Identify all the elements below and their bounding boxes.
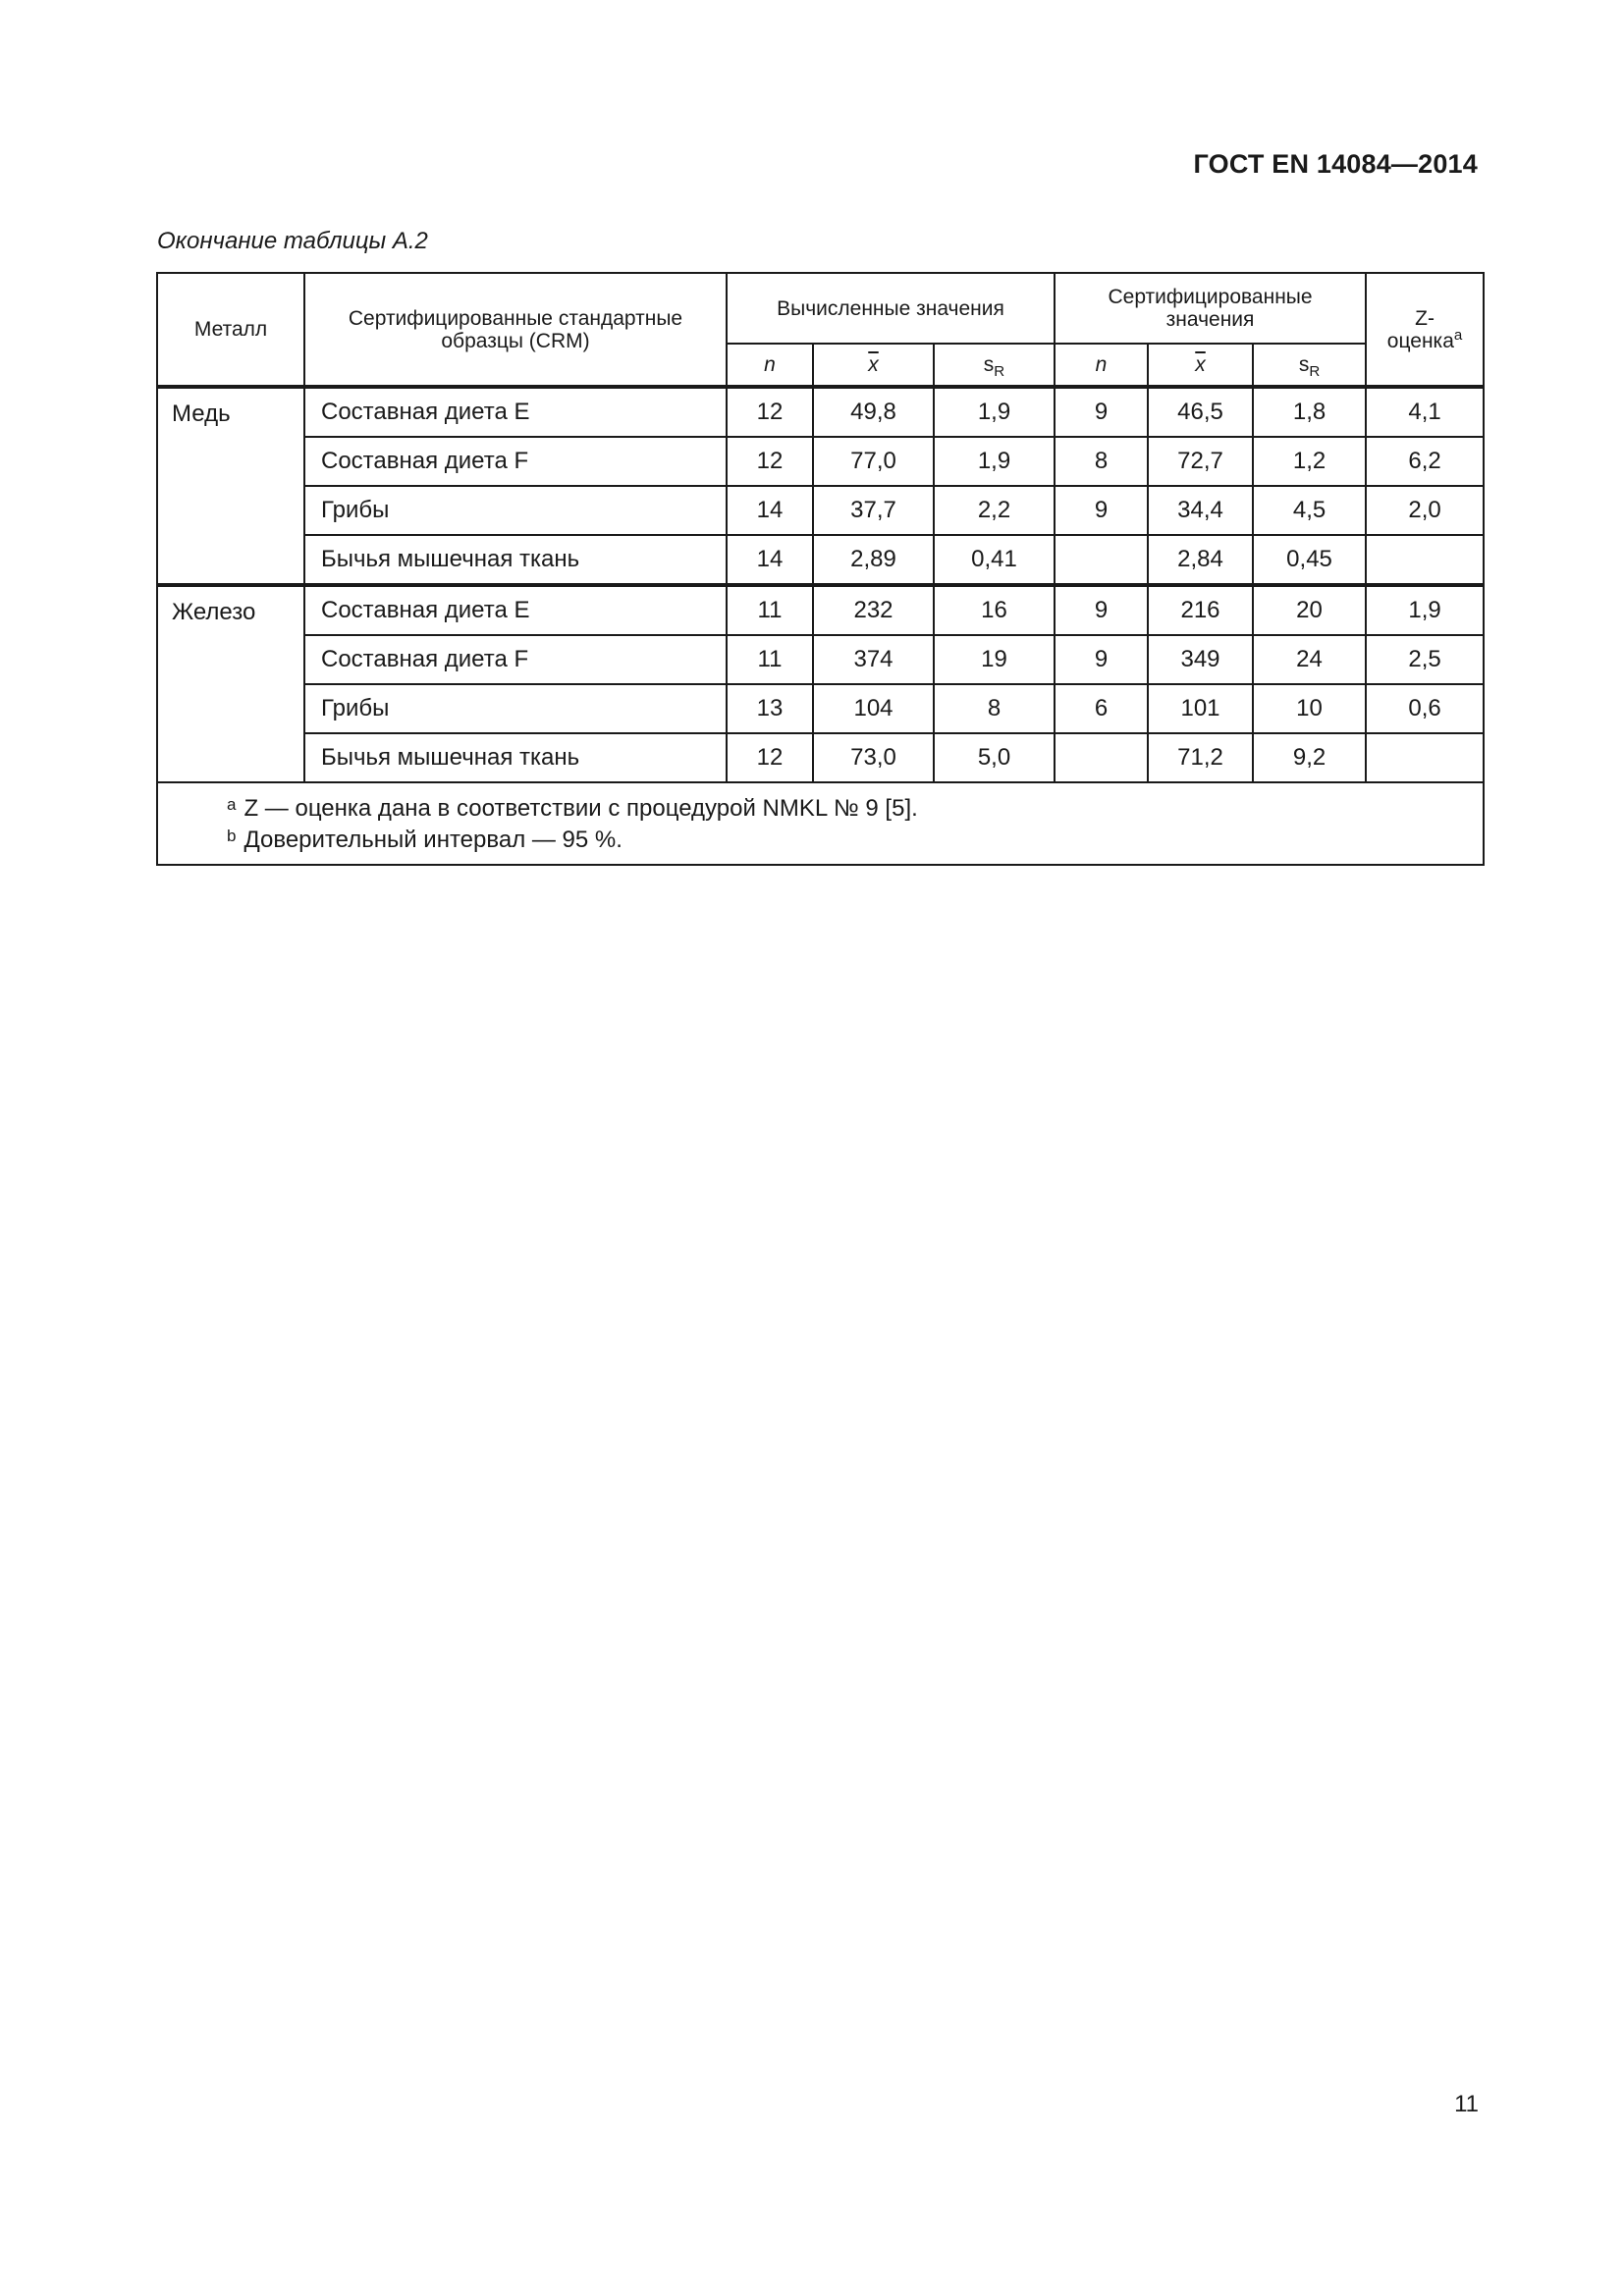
header-metal: Металл [157,273,304,387]
z-cell [1366,733,1484,782]
calc-s-cell: 19 [934,635,1055,684]
footnotes [157,782,1484,865]
footnote-text: Z — оценка дана в соответствии с процедурой NMKL № 9 [5]. [244,795,918,822]
cert-n-cell [1055,535,1148,585]
metal-cell: Медь [157,387,304,585]
calc-s-cell: 8 [934,684,1055,733]
calc-n-cell: 11 [727,635,813,684]
crm-cell: Грибы [304,486,727,535]
cert-n-cell: 9 [1055,486,1148,535]
header-crm: Сертифицированные стандартные образцы (CRM) [304,273,727,387]
footnote-mark: b [227,827,237,845]
crm-cell: Бычья мышечная ткань [304,733,727,782]
calc-x-cell: 77,0 [813,437,934,486]
s-symbol: s [1298,353,1310,376]
z-cell: 2,5 [1366,635,1484,684]
table-row [157,535,1484,585]
table-row [157,387,1484,437]
cert-s-cell: 9,2 [1253,733,1366,782]
calc-s-cell: 1,9 [934,437,1055,486]
cert-x-cell: 216 [1148,585,1253,635]
cert-n-cell: 6 [1055,684,1148,733]
footnotes-row [157,782,1484,865]
table-row [157,437,1484,486]
cert-x-cell: 349 [1148,635,1253,684]
calc-x-cell: 73,0 [813,733,934,782]
crm-cell: Составная диета E [304,585,727,635]
cert-s-cell: 0,45 [1253,535,1366,585]
x-bar-symbol: $\overline{x}$ [1195,353,1206,376]
header-z-score-label: Z-оценка [1386,306,1454,352]
calc-x-cell: 104 [813,684,934,733]
header-calc-x [813,344,934,387]
table-row [157,635,1484,684]
s-symbol: s [983,353,995,376]
s-subscript: R [994,363,1005,381]
cert-s-cell: 4,5 [1253,486,1366,535]
s-subscript: R [1309,363,1321,381]
cert-s-cell: 20 [1253,585,1366,635]
z-cell: 2,0 [1366,486,1484,535]
table-row [157,486,1484,535]
calc-x-cell: 374 [813,635,934,684]
calc-s-cell: 16 [934,585,1055,635]
header-calculated: Вычисленные значения [727,273,1055,344]
crm-cell: Составная диета F [304,635,727,684]
header-cert-n [1055,344,1148,387]
cert-n-cell: 9 [1055,635,1148,684]
header-calc-n [727,344,813,387]
cert-n-cell: 9 [1055,585,1148,635]
crm-cell: Составная диета E [304,387,727,437]
header-cert-s [1253,344,1366,387]
calc-n-cell: 14 [727,486,813,535]
footnote [227,793,1483,825]
footnote [227,825,1483,856]
x-bar-symbol: $\overline{x}$ [868,353,879,376]
cert-x-cell: 46,5 [1148,387,1253,437]
page-number: 11 [1454,2091,1479,2117]
z-cell: 0,6 [1366,684,1484,733]
cert-n-cell: 8 [1055,437,1148,486]
header-z-score-mark: a [1453,326,1463,344]
footnote-mark: a [227,795,237,814]
calc-n-cell: 12 [727,437,813,486]
z-cell [1366,535,1484,585]
table-caption: Окончание таблицы А.2 [157,228,428,254]
calc-n-cell: 12 [727,387,813,437]
table-row [157,585,1484,635]
header-cert-x [1148,344,1253,387]
table-row [157,733,1484,782]
cert-s-cell: 10 [1253,684,1366,733]
table-row [157,684,1484,733]
cert-x-cell: 72,7 [1148,437,1253,486]
calc-n-cell: 14 [727,535,813,585]
cert-x-cell: 34,4 [1148,486,1253,535]
crm-cell: Грибы [304,684,727,733]
cert-n-cell: 9 [1055,387,1148,437]
calc-s-cell: 0,41 [934,535,1055,585]
document-code: ГОСТ EN 14084—2014 [1193,149,1478,179]
calc-x-cell: 49,8 [813,387,934,437]
results-table [156,272,1485,866]
header-certified: Сертифицированные значения [1055,273,1366,344]
z-cell: 1,9 [1366,585,1484,635]
calc-n-cell: 11 [727,585,813,635]
calc-x-cell: 37,7 [813,486,934,535]
cert-x-cell: 101 [1148,684,1253,733]
calc-x-cell: 2,89 [813,535,934,585]
cert-s-cell: 1,2 [1253,437,1366,486]
crm-cell: Бычья мышечная ткань [304,535,727,585]
calc-n-cell: 13 [727,684,813,733]
calc-s-cell: 1,9 [934,387,1055,437]
metal-cell: Железо [157,585,304,782]
n-symbol: n [1095,353,1108,376]
calc-n-cell: 12 [727,733,813,782]
calc-s-cell: 2,2 [934,486,1055,535]
cert-x-cell: 2,84 [1148,535,1253,585]
cert-s-cell: 1,8 [1253,387,1366,437]
n-symbol: n [764,353,776,376]
footnote-text: Доверительный интервал — 95 %. [244,827,623,853]
z-cell: 4,1 [1366,387,1484,437]
z-cell: 6,2 [1366,437,1484,486]
crm-cell: Составная диета F [304,437,727,486]
cert-x-cell: 71,2 [1148,733,1253,782]
header-z-score [1366,273,1484,387]
calc-x-cell: 232 [813,585,934,635]
calc-s-cell: 5,0 [934,733,1055,782]
header-calc-s [934,344,1055,387]
cert-s-cell: 24 [1253,635,1366,684]
cert-n-cell [1055,733,1148,782]
